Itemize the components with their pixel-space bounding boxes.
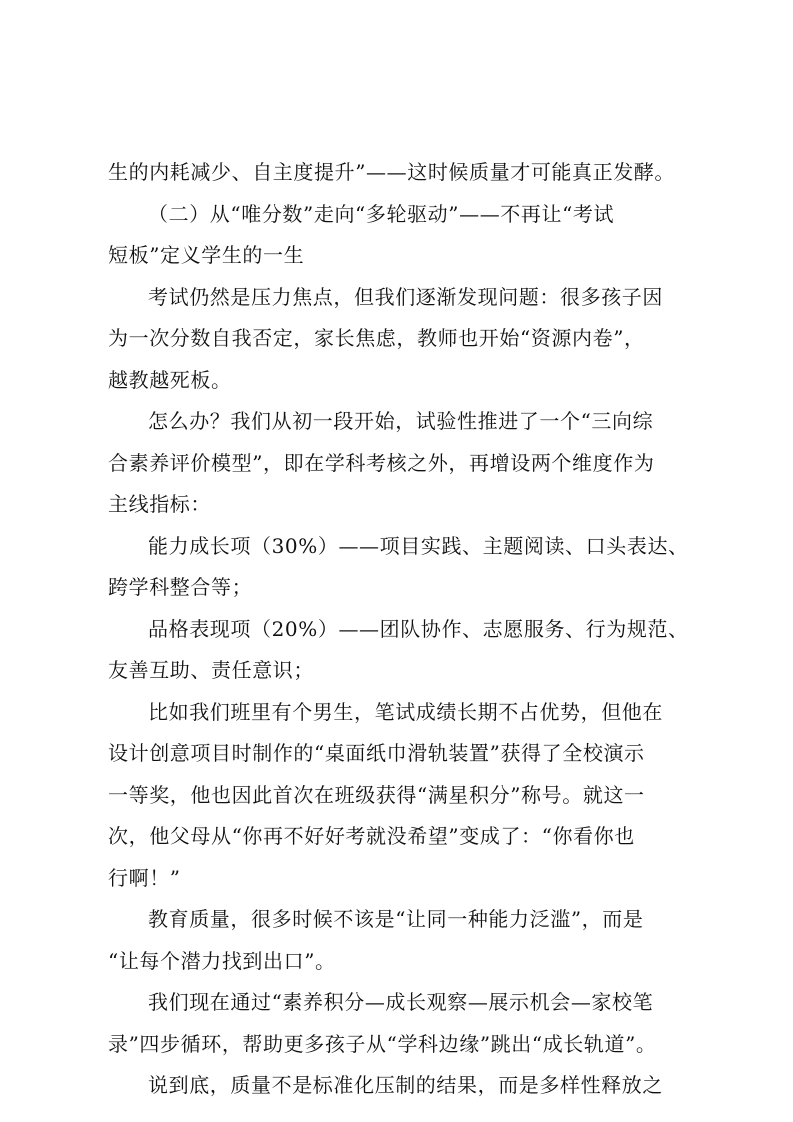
text-line: 考试仍然是压力焦点，但我们逐渐发现问题：很多孩子因 [148,285,663,309]
section-heading-line: （二）从“唯分数”走向“多轮驱动”——不再让“考试 [148,202,615,226]
text-line: 我们现在通过“素养积分—成长观察—展示机会—家校笔 [148,990,654,1014]
text-line: 教育质量，很多时候不该是“让同一种能力泛滥”，而是 [148,907,644,931]
text-line: 设计创意项目时制作的“桌面纸巾滑轨装置”获得了全校演示 [108,741,645,765]
text-line: 次，他父母从“你再不好好考就没希望”变成了：“你看你也 [108,824,635,848]
text-line: 生的内耗减少、自主度提升”——这时候质量才可能真正发酵。 [108,160,676,184]
text-line: 录”四步循环，帮助更多孩子从“学科边缘”跳出“成长轨道”。 [108,1032,657,1056]
text-line: 一等奖，他也因此首次在班级获得“满星积分”称号。就这一 [108,783,645,807]
text-line: 跨学科整合等； [108,575,253,599]
text-line: “让每个潜力找到出口”。 [108,949,336,973]
text-line: 行啊！” [108,866,181,890]
text-line: 能力成长项（30%）——项目实践、主题阅读、口头表达、 [148,534,689,558]
text-line: 说到底，质量不是标准化压制的结果，而是多样性释放之 [148,1073,663,1097]
text-line: 主线指标： [108,492,211,516]
text-line: 怎么办？我们从初一段开始，试验性推进了一个“三向综 [148,409,654,433]
text-line: 比如我们班里有个男生，笔试成绩长期不占优势，但他在 [148,700,663,724]
text-line: 合素养评价模型”，即在学科考核之外，再增设两个维度作为 [108,451,655,475]
text-line: 为一次分数自我否定，家长焦虑，教师也开始“资源内卷”， [108,326,645,350]
text-line: 品格表现项（20%）——团队协作、志愿服务、行为规范、 [148,617,689,641]
text-line: 越教越死板。 [108,368,232,392]
section-heading-line: 短板”定义学生的一生 [108,243,305,267]
text-line: 友善互助、责任意识； [108,658,314,682]
